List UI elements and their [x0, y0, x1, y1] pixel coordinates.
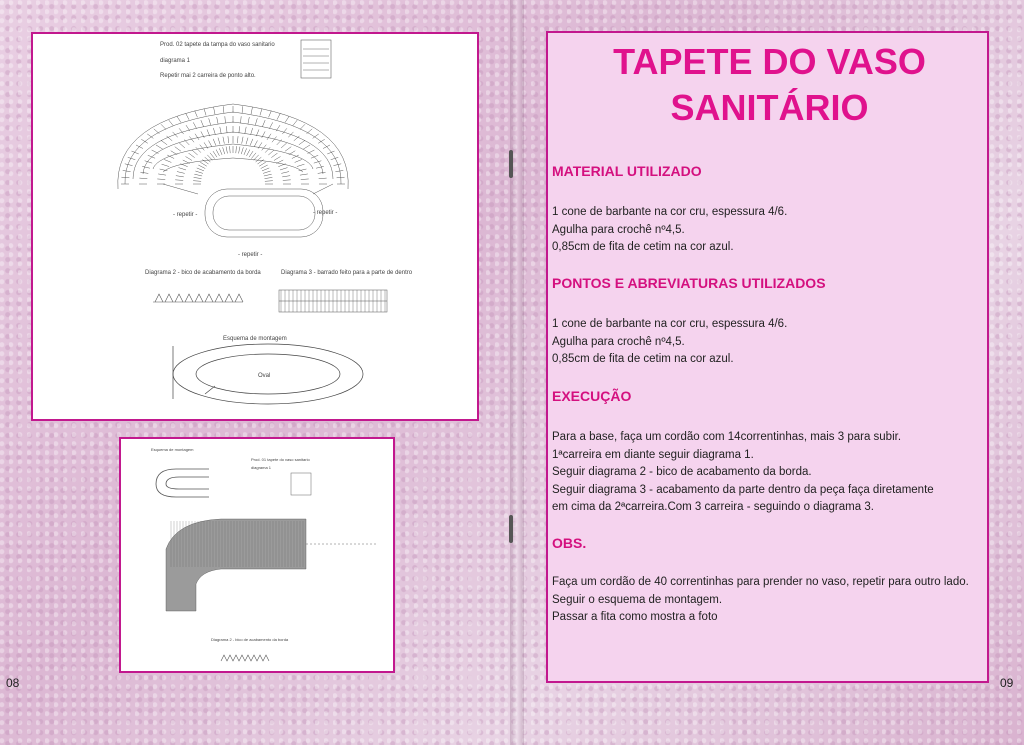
title-line-2: SANITÁRIO: [670, 87, 869, 128]
text-line: 0,85cm de fita de cetim na cor azul.: [552, 241, 734, 253]
assembly-hook: [156, 469, 209, 497]
diagram-2-stitches: [153, 294, 243, 302]
section-heading-pontos: PONTOS E ABREVIATURAS UTILIZADOS: [552, 275, 826, 291]
text-line: 1ªcarreira em diante seguir diagrama 1.: [552, 448, 754, 461]
text-line: 0,85cm de fita de cetim na cor azul.: [552, 353, 734, 365]
page-number-right: 09: [1000, 676, 1014, 690]
section-heading-execucao: EXECUÇÃO: [552, 388, 632, 404]
title-line-1: TAPETE DO VASO: [613, 41, 926, 82]
legend-box: [301, 40, 331, 78]
text-line: 1 cone de barbante na cor cru, espessura 4/6.: [552, 206, 788, 218]
page-number-left: 08: [6, 676, 20, 690]
staple: [509, 150, 513, 178]
text-line: em cima da 2ªcarreira.Com 3 carreira - seguindo o diagrama 3.: [552, 501, 874, 513]
text-line: Agulha para crochê nº4,5.: [552, 223, 685, 236]
book-spine: [510, 0, 524, 745]
section-body-pontos: [552, 316, 787, 369]
section-body-execucao: [552, 429, 934, 517]
bottom-diagram-panel: [119, 437, 395, 673]
section-body-obs: [552, 574, 969, 627]
text-line: Para a base, faça um cordão com 14correntinhas, mais 3 para subir.: [552, 431, 902, 443]
diagram-header-line: Repetir mai 2 carreira de ponto alto.: [160, 73, 256, 79]
assembly-caption: Esquema de montagem: [223, 336, 287, 342]
text-line: Seguir diagrama 3 - acabamento da parte dentro da peça faça diretamente: [552, 483, 934, 496]
bottom-caption: Diagrama 2 - bico de acabamento da borda: [211, 637, 289, 642]
repeat-label: - repetir -: [173, 212, 198, 218]
diagram-label: diagrama 1: [251, 465, 272, 470]
crochet-diagram-1: [33, 34, 477, 419]
stitch-ticks: [121, 106, 345, 184]
assembly-caption: Esquema de montagem: [151, 447, 194, 452]
diagram-2-stitches: [221, 655, 269, 661]
top-diagram-panel: [31, 32, 479, 421]
section-heading-obs: OBS.: [552, 535, 587, 551]
oval-label: Oval: [258, 373, 271, 379]
text-line: Passar a fita como mostra a foto: [552, 611, 718, 623]
diagram-2-caption: Diagrama 2 - bico de acabamento da borda: [145, 270, 261, 276]
diagram-header-line: Prod. 02 tapete da tampa do vaso sanitario: [160, 42, 275, 48]
staple: [509, 515, 513, 543]
section-body-material: [552, 204, 787, 257]
text-line: 1 cone de barbante na cor cru, espessura 4/6.: [552, 318, 788, 330]
crochet-diagram-2: [121, 439, 393, 671]
section-heading-material: MATERIAL UTILIZADO: [552, 163, 702, 179]
text-line: Faça um cordão de 40 correntinhas para prender no vaso, repetir para outro lado.: [552, 576, 969, 588]
text-line: Seguir diagrama 2 - bico de acabamento da borda.: [552, 466, 812, 478]
diagram-header-line: Prod. 01 tapete do vaso sanitario: [251, 457, 310, 462]
repeat-label: - repetir -: [238, 252, 263, 258]
diagram-3-caption: Diagrama 3 - barrado feito para a parte de dentro: [281, 270, 413, 276]
repeat-label: - repetir -: [313, 210, 338, 216]
text-line: Agulha para crochê nº4,5.: [552, 335, 685, 348]
instructions-panel: [546, 31, 989, 683]
diagram-header-line: diagrama 1: [160, 58, 191, 64]
text-line: Seguir o esquema de montagem.: [552, 593, 723, 606]
stitch-fan-diagram: [118, 104, 348, 237]
page-title: [548, 39, 991, 131]
legend-box: [291, 473, 311, 495]
